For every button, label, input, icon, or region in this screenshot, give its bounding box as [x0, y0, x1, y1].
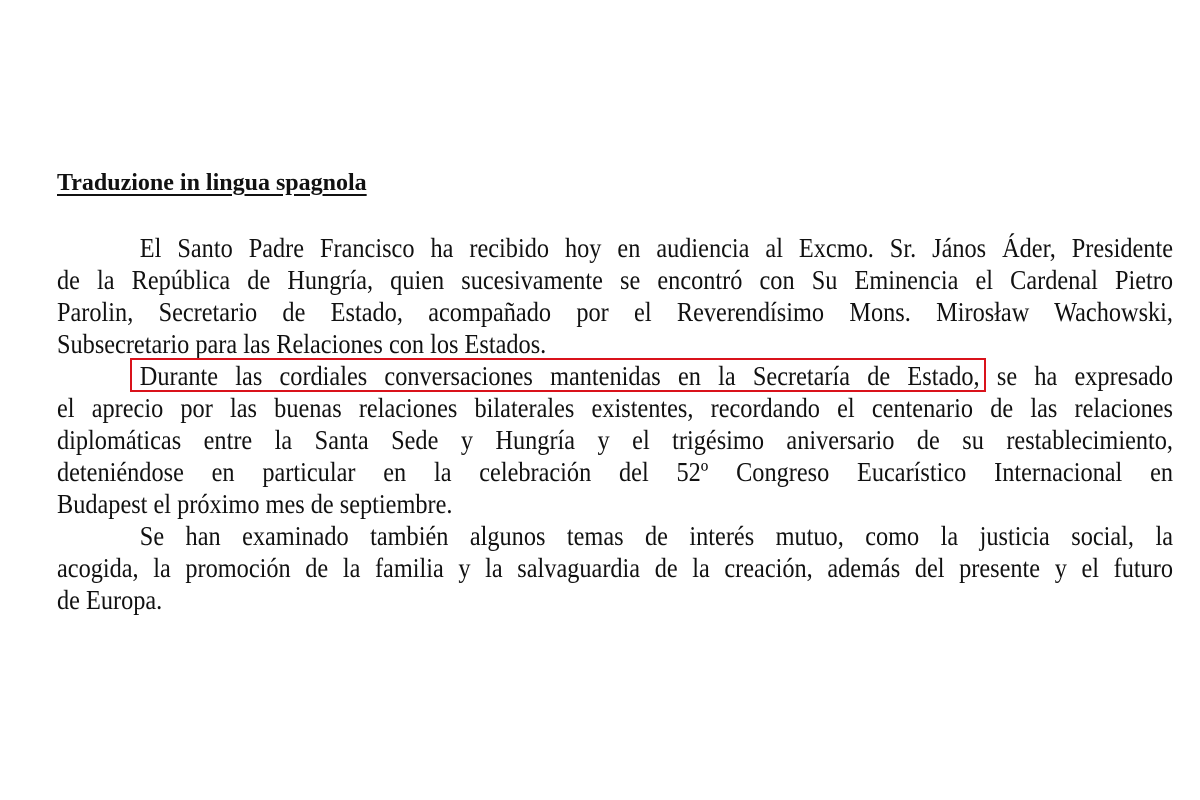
paragraph-1-line-1: El Santo Padre Francisco ha recibido hoy en audiencia al Excmo. Sr. János Áder, Presidente: [139, 233, 1173, 263]
paragraph-2-line-3: diplomáticas entre la Santa Sede y Hungría y el trigésimo aniversario de su restablecimiento,: [57, 425, 1173, 455]
section-heading: Traduzione in lingua spagnola: [57, 170, 367, 196]
paragraph-3-line-3: de Europa.: [57, 585, 163, 615]
paragraph-2-line-2: el aprecio por las buenas relaciones bilaterales existentes, recordando el centenario de las relaciones: [57, 393, 1173, 423]
paragraph-2-line-5: Budapest el próximo mes de septiembre.: [57, 489, 453, 519]
paragraph-2-line-4: deteniéndose en particular en la celebración del 52º Congreso Eucarístico Internacional en: [57, 457, 1173, 487]
paragraph-2-line-1: Durante las cordiales conversaciones mantenidas en la Secretaría de Estado, se ha expresado: [139, 361, 1173, 391]
paragraph-1-line-3: Parolin, Secretario de Estado, acompañado por el Reverendísimo Mons. Mirosław Wachowski,: [57, 297, 1173, 327]
paragraph-3-line-2: acogida, la promoción de la familia y la salvaguardia de la creación, además del presente y el futuro: [57, 553, 1173, 583]
paragraph-1-line-4: Subsecretario para las Relaciones con los Estados.: [57, 329, 547, 359]
paragraph-1-line-2: de la República de Hungría, quien sucesivamente se encontró con Su Eminencia el Cardenal Pietro: [57, 265, 1173, 295]
highlight-box: [130, 358, 986, 392]
paragraph-3-line-1: Se han examinado también algunos temas de interés mutuo, como la justicia social, la: [139, 521, 1173, 551]
